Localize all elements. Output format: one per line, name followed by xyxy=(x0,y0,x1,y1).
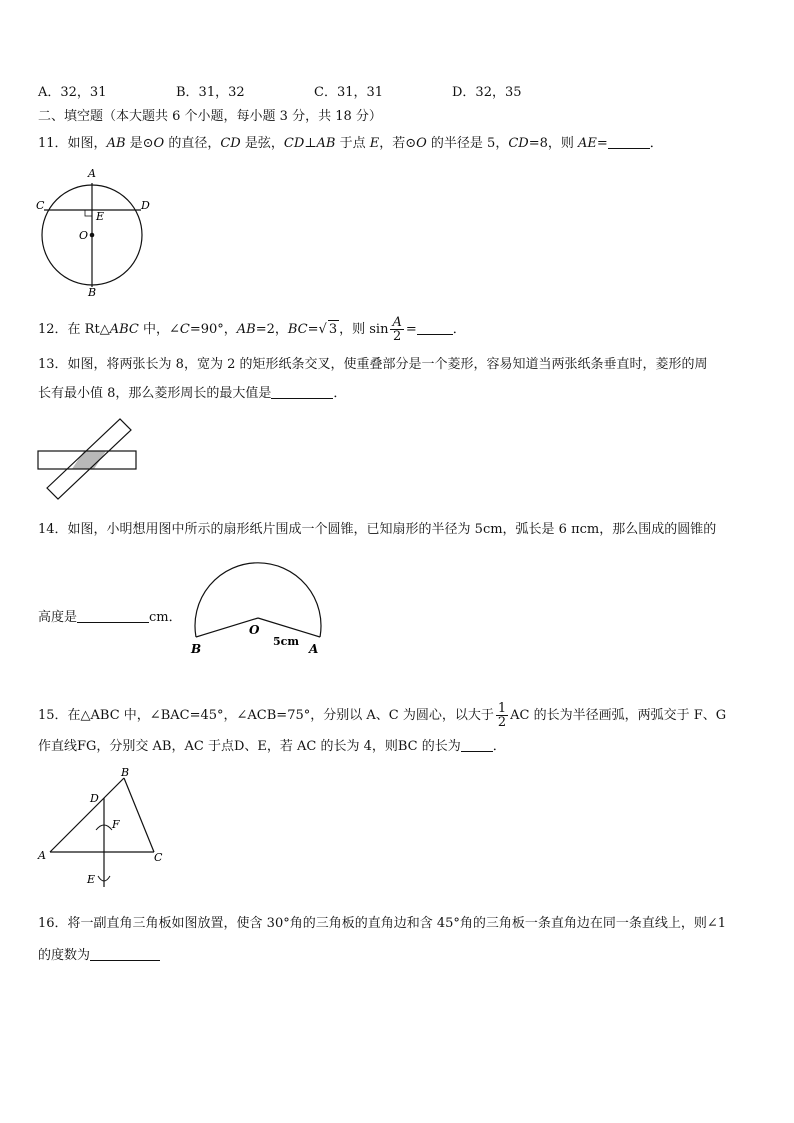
option-a: A．32，31 xyxy=(38,85,107,100)
label-d: D xyxy=(141,199,150,212)
label-f: F xyxy=(112,818,120,831)
side-ab xyxy=(50,778,124,852)
question-14-line-2: 高度是 cm． xyxy=(38,610,182,625)
sector-figure xyxy=(185,553,330,658)
option-b: B．31，32 xyxy=(176,85,245,100)
option-d: D．32，35 xyxy=(452,85,522,100)
answer-blank[interactable] xyxy=(417,321,453,335)
paper-strips-figure xyxy=(36,418,140,504)
label-c: C xyxy=(154,851,163,864)
fraction-one-half: $\frac{1}{2}$ xyxy=(497,701,507,730)
question-16-line-1: 16．将一副直角三角板如图放置，使含 30°角的三角板的直角边和含 45°角的三角板一条直角边在同一条直线上，则∠1 xyxy=(38,916,727,931)
center-point xyxy=(90,233,95,238)
answer-blank[interactable] xyxy=(461,738,493,752)
right-angle-mark xyxy=(85,210,92,216)
fraction-a-over-2: $\frac{A}{2}$ xyxy=(392,315,402,344)
question-15-line-2: 作直线FG，分别交 AB，AC 于点D、E，若 AC 的长为 4，则BC 的长为 ． xyxy=(38,739,506,754)
label-e: E xyxy=(87,873,96,886)
label-b: B xyxy=(121,766,130,779)
answer-blank[interactable] xyxy=(90,947,160,961)
label-a: A xyxy=(309,642,319,656)
triangle-construction-figure xyxy=(34,765,174,890)
answer-blank[interactable] xyxy=(608,135,650,149)
answer-blank[interactable] xyxy=(77,609,149,623)
label-e: E xyxy=(96,210,105,223)
answer-blank[interactable] xyxy=(271,385,333,399)
section-heading: 二、填空题（本大题共 6 个小题，每小题 3 分，共 18 分） xyxy=(38,109,382,124)
question-16-line-2: 的度数为 xyxy=(38,947,160,965)
question-14-line-1: 14．如图，小明想用图中所示的扇形纸片围成一个圆锥，已知扇形的半径为 5cm，弧长是 6 πcm，那么围成的圆锥的 xyxy=(38,522,717,537)
label-radius: 5cm xyxy=(273,635,299,648)
label-c: C xyxy=(36,199,45,212)
question-13-line-2: 长有最小值 8，那么菱形周长的最大值是 ． xyxy=(38,386,347,401)
circle-figure xyxy=(30,165,160,300)
label-d: D xyxy=(90,792,99,805)
question-12: 12．在 Rt△ABC 中，∠C=90°，AB=2，BC=√ 3 ，则 sin $\frac{A}{2}$ = ． xyxy=(38,315,466,344)
option-c: C．31，31 xyxy=(314,85,384,100)
question-15-line-1: 15．在△ABC 中，∠BAC=45°，∠ACB=75°，分别以 A、C 为圆心，以大于 $\frac{1}{2}$ AC 的长为半径画弧，两弧交于 F、G xyxy=(38,701,727,730)
label-b: B xyxy=(191,642,202,656)
question-13-line-1: 13．如图，将两张长为 8，宽为 2 的矩形纸条交叉，使重叠部分是一个菱形，容易知道当两张纸条垂直时，菱形的周 xyxy=(38,357,708,372)
label-o: O xyxy=(79,229,89,242)
label-a: A xyxy=(88,167,96,180)
side-bc xyxy=(124,778,154,852)
question-11: 11．如图，AB 是⊙O 的直径，CD 是弦，CD⊥AB 于点 E，若⊙O 的半径是 5，CD=8，则 AE= ． xyxy=(38,136,663,151)
label-b: B xyxy=(88,286,97,299)
label-o: O xyxy=(249,623,260,637)
label-a: A xyxy=(38,849,46,862)
